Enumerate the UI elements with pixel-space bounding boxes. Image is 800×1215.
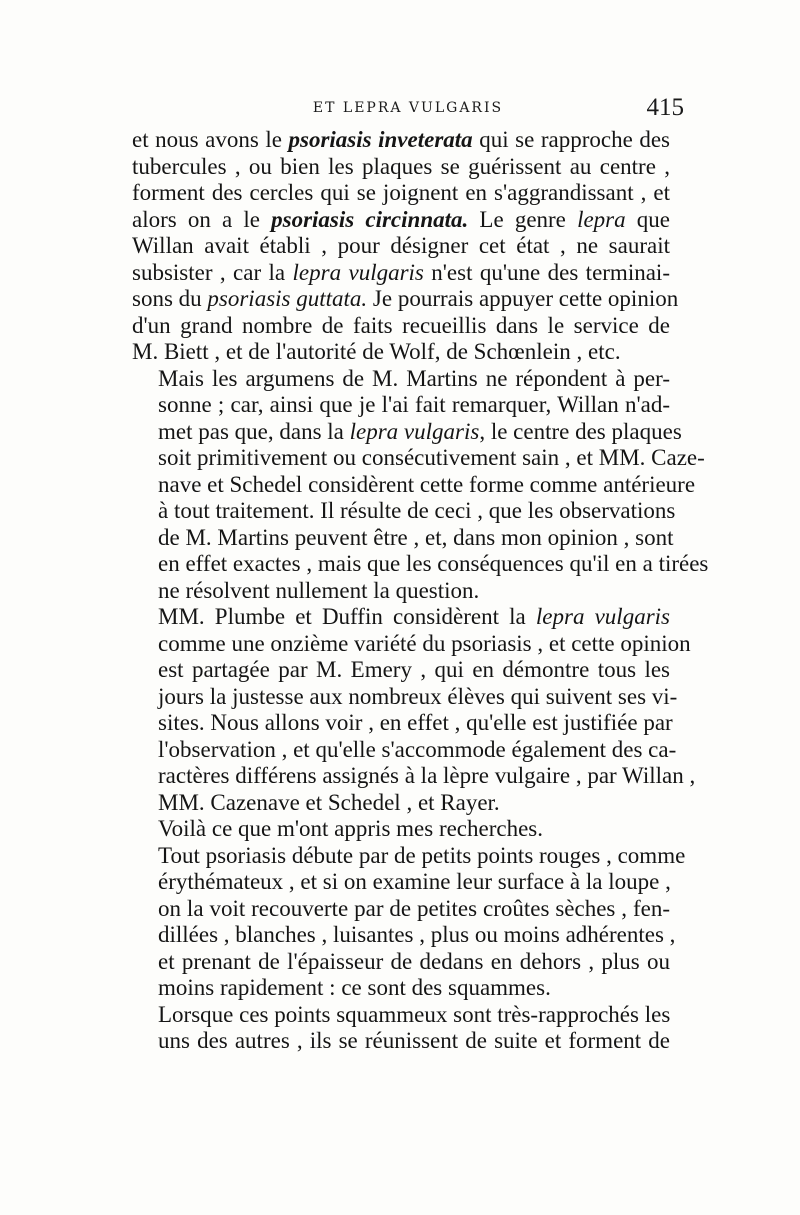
text-line [132,233,670,260]
text-segment: qui se rapproche des [472,127,671,152]
text-segment: on la voit recouverte par de petites croûtes sèches , fen- [158,895,670,921]
text-segment: uns des autres , ils se réunissent de suite et forment de [158,1028,670,1053]
text-line [132,339,670,366]
text-segment: Lorsque ces points squammeux sont très-rapprochés les [158,1001,671,1027]
paragraph [132,816,670,843]
text-segment: l'observation , et qu'elle s'accommode également des ca- [158,736,677,762]
text-segment: n'est qu'une des terminai- [423,259,670,285]
text-segment: érythémateux , et si on examine leur surface à la loupe , [158,869,671,894]
text-line [132,1028,670,1055]
text-segment: que [625,206,670,232]
text-line [132,736,677,764]
text-line [132,816,670,843]
text-line [132,975,670,1002]
emphasized-text: psoriasis guttata. [207,286,368,311]
text-line [132,842,686,870]
text-line [132,604,670,631]
text-segment: nave et Schedel considèrent cette forme comme antérieure [158,471,696,497]
text-line [132,869,670,896]
text-segment: à tout traitement. Il résulte de ceci , que les observations [158,498,676,523]
text-line [132,922,676,949]
text-segment: Tout psoriasis débute par de petits points rouges , comme [158,842,686,868]
text-segment: dillées , blanches , luisantes , plus ou moins adhérentes , [158,922,676,947]
emphasized-text: lepra vulgaris [292,259,424,285]
text-segment: tubercules , ou bien les plaques se guérissent au centre , [132,153,670,179]
text-line [132,445,705,472]
text-line [132,180,670,207]
text-segment: MM. Plumbe et Duffin considèrent la [158,604,536,629]
text-line [132,630,691,658]
emphasized-text: psoriasis circinnata. [271,206,469,232]
text-segment: met pas que, dans la [158,418,350,444]
text-line [132,524,674,552]
text-segment: en effet exactes , mais que les conséquences qu'il en a tirées [158,551,709,576]
emphasized-text: lepra vulgaris [349,418,480,444]
text-line [132,657,670,684]
paragraph [132,127,679,366]
text-segment: d'un grand nombre de faits recueillis dans le service de [132,312,670,338]
text-line [132,366,670,393]
emphasized-text: lepra [577,206,626,232]
text-line [132,551,709,578]
page-number: 415 [646,94,684,121]
text-segment: Le genre [468,206,578,232]
text-line [132,471,696,499]
body-text [132,127,709,1055]
text-line [132,127,670,154]
text-segment: jours la justesse aux nombreux élèves qui suivent ses vi- [158,683,678,709]
text-segment: et prenant de l'épaisseur de dedans en dehors , plus ou [158,948,670,974]
text-segment: est partagée par M. Emery , qui en démontre tous les [158,657,670,682]
text-segment: comme une onzième variété du psoriasis , et cette opinion [158,630,691,656]
text-segment: de M. Martins peuvent être , et, dans mon opinion , sont [158,524,674,550]
text-line [132,498,676,525]
text-segment: M. Biett , et de l'autorité de Wolf, de Schœnlein , etc. [132,339,621,364]
text-segment: , le centre des plaques [479,418,682,444]
text-segment: soit primitivement ou consécutivement sain , et MM. Caze- [158,445,705,470]
text-segment: sons du [132,286,208,311]
text-line [132,790,670,817]
text-segment: Voilà ce que m'ont appris mes recherches. [158,816,544,841]
paragraph [132,365,709,605]
running-title: ET LEPRA VULGARIS [312,100,504,116]
text-segment: Willan avait établi , pour désigner cet état , ne saurait [132,233,670,258]
text-line [132,207,670,234]
text-segment: Je pourrais appuyer cette opinion [367,286,679,311]
text-segment: alors on a le [132,206,272,232]
text-line [132,260,670,287]
paragraph [132,604,696,816]
text-line [132,896,670,923]
text-line [132,763,696,790]
text-line [132,683,678,711]
text-segment: moins rapidement : ce sont des squammes. [158,975,551,1000]
text-segment: Mais les argumens de M. Martins ne répondent à per- [158,365,670,391]
text-line [132,1002,670,1029]
text-line [132,313,670,340]
text-segment: ne résolvent nullement la question. [158,577,480,603]
text-line [132,286,679,313]
text-segment: forment des cercles qui se joignent en s'aggrandissant , et [132,180,670,205]
text-segment: et nous avons le [132,127,289,152]
text-line [132,710,673,737]
text-segment: subsister , car la [132,259,293,285]
text-line [132,418,682,446]
text-line [132,154,670,181]
text-segment: sites. Nous allons voir , en effet , qu'elle est justifiée par [158,710,673,735]
page-header [132,96,684,126]
emphasized-text: psoriasis inveterata [288,127,473,152]
text-line [132,949,670,976]
text-line [132,392,670,419]
paragraph [132,1002,670,1055]
text-segment: MM. Cazenave et Schedel , et Rayer. [158,789,500,815]
text-segment: ractères différens assignés à la lèpre vulgaire , par Willan , [158,763,696,788]
text-segment: sonne ; car, ainsi que je l'ai fait remarquer, Willan n'ad- [158,392,670,417]
paragraph [132,842,686,1002]
text-line [132,578,670,605]
emphasized-text: lepra vulgaris [535,604,670,629]
